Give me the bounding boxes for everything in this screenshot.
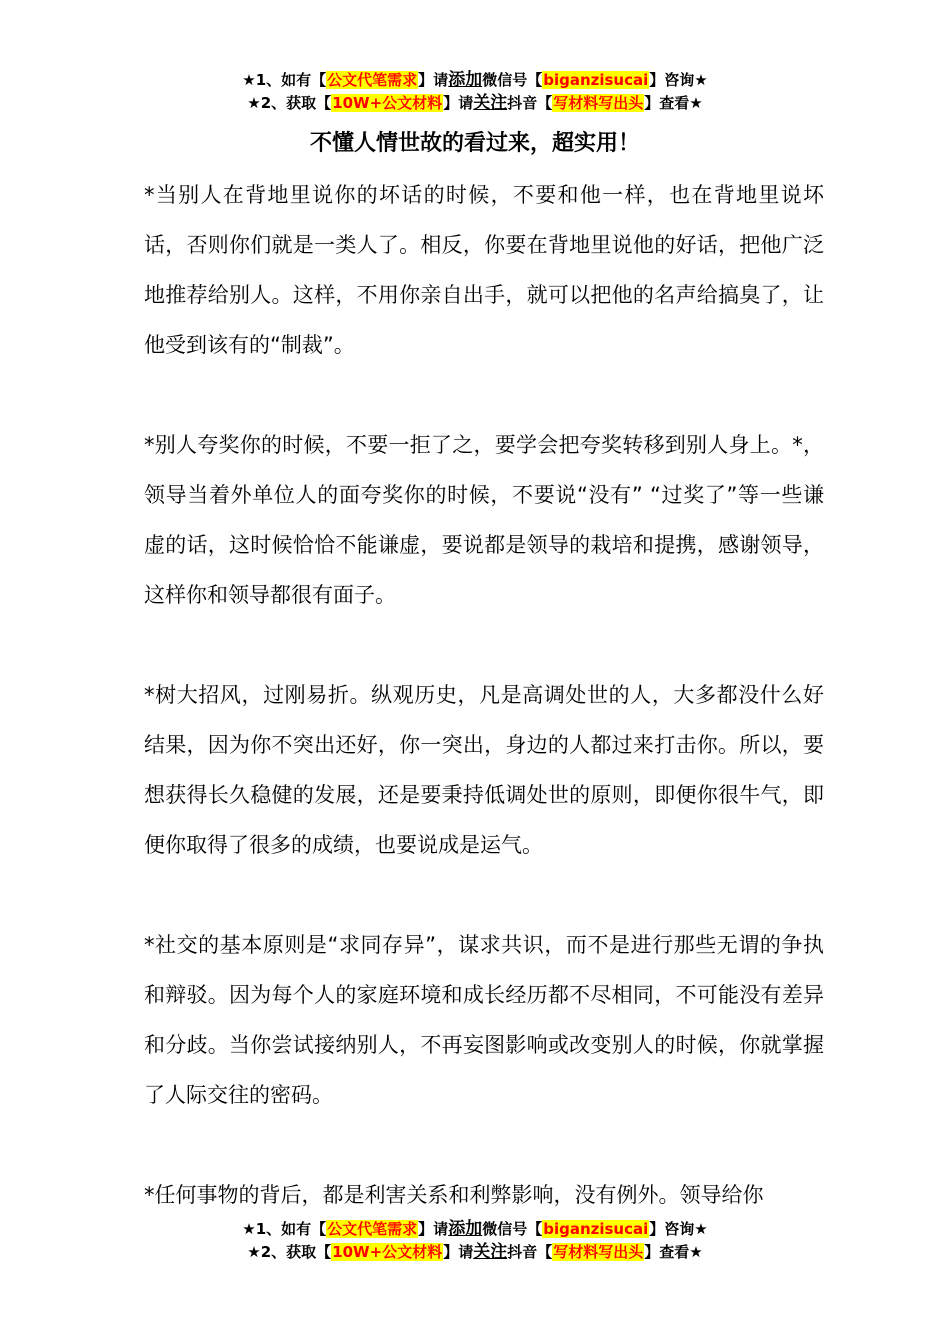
highlight-materials: 10W+公文材料: [332, 94, 443, 112]
banner-text: 抖音【: [507, 1243, 553, 1261]
emphasis-text: 添加: [448, 1219, 483, 1239]
banner-text: 】咨询★: [649, 1220, 708, 1238]
banner-line-2: [0, 1241, 950, 1264]
emphasis-text: 关注: [473, 1242, 508, 1262]
banner-text: 】请: [418, 71, 449, 89]
highlight-service: 公文代笔需求: [327, 1220, 418, 1238]
banner-text: ★2、获取【: [247, 1243, 332, 1261]
page-title: 不懂人情世故的看过来，超实用！: [309, 131, 640, 156]
banner-text: 】请: [418, 1220, 449, 1238]
banner-text: 】咨询★: [649, 71, 708, 89]
paragraph: *树大招风，过刚易折。纵观历史，凡是高调处世的人，大多都没什么好结果，因为你不突出还好，你一突出，身边的人都过来打击你。所以，要想获得长久稳健的发展，还是要秉持低调处世的原则，即便你很牛气，即便你取得了很多的成绩，也要说成是运气。: [144, 683, 824, 857]
highlight-materials: 10W+公文材料: [332, 1243, 443, 1261]
header-banner: [0, 69, 950, 115]
emphasis-text: 添加: [448, 70, 483, 90]
banner-text: 微信号【: [482, 1220, 543, 1238]
banner-text: 】查看★: [644, 1243, 703, 1261]
banner-line-1: [0, 69, 950, 92]
highlight-service: 公文代笔需求: [327, 71, 418, 89]
banner-text: ★1、如有【: [242, 71, 327, 89]
banner-line-1: [0, 1218, 950, 1241]
banner-text: ★2、获取【: [247, 94, 332, 112]
highlight-douyin-id: 写材料写出头: [553, 94, 644, 112]
highlight-douyin-id: 写材料写出头: [553, 1243, 644, 1261]
emphasis-text: 关注: [473, 93, 508, 113]
banner-text: 】请: [443, 1243, 474, 1261]
highlight-wechat-id: biganzisucai: [543, 1220, 649, 1238]
paragraph: *当别人在背地里说你的坏话的时候，不要和他一样，也在背地里说坏话，否则你们就是一类人了。相反，你要在背地里说他的好话，把他广泛地推荐给别人。这样，不用你亲自出手，就可以把他的名声给搞臭了，让他受到该有的“制裁”。: [144, 183, 824, 357]
banner-text: 微信号【: [482, 71, 543, 89]
banner-text: 】查看★: [644, 94, 703, 112]
paragraph: *任何事物的背后，都是利害关系和利弊影响，没有例外。领导给你: [144, 1183, 764, 1207]
banner-line-2: [0, 92, 950, 115]
banner-text: ★1、如有【: [242, 1220, 327, 1238]
banner-text: 抖音【: [507, 94, 553, 112]
paragraph: *社交的基本原则是“求同存异”，谋求共识，而不是进行那些无谓的争执和辩驳。因为每个人的家庭环境和成长经历都不尽相同，不可能没有差异和分歧。当你尝试接纳别人，不再妄图影响或改变别人的时候，你就掌握了人际交往的密码。: [144, 933, 824, 1107]
paragraph: *别人夸奖你的时候，不要一拒了之，要学会把夸奖转移到别人身上。*，领导当着外单位人的面夸奖你的时候，不要说“没有” “过奖了”等一些谦虚的话，这时候恰恰不能谦虚，要说都是领导的栽培和提携，感谢领导，这样你和领导都很有面子。: [144, 433, 824, 607]
banner-text: 】请: [443, 94, 474, 112]
document-body: [144, 170, 824, 1270]
highlight-wechat-id: biganzisucai: [543, 71, 649, 89]
footer-banner: [0, 1218, 950, 1264]
